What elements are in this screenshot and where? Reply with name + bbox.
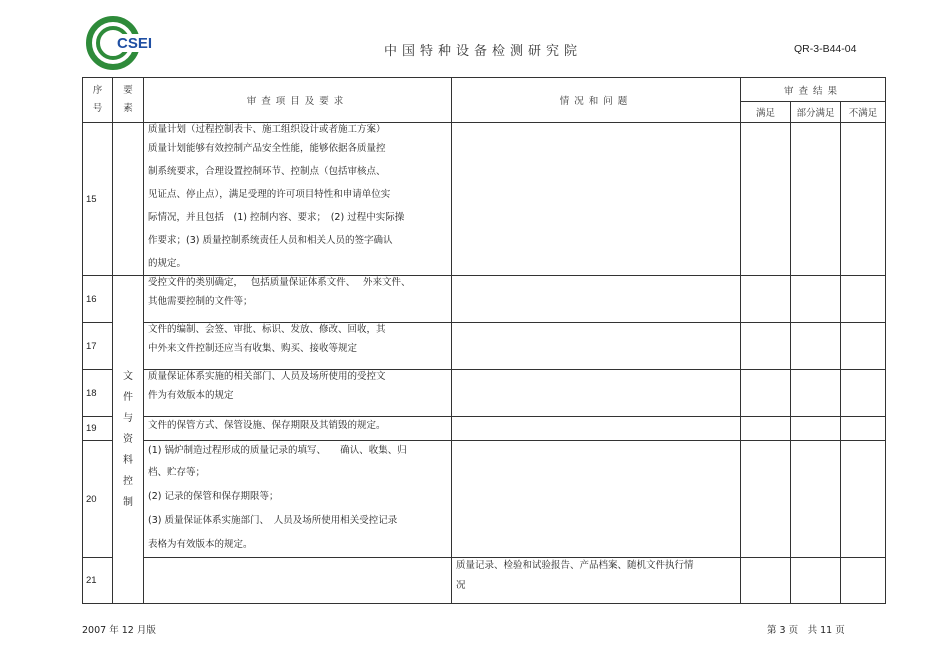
satisfied-cell[interactable] (741, 276, 791, 323)
header-unsatisfied: 不满足 (841, 102, 886, 123)
partial-cell[interactable] (791, 441, 841, 558)
row-number: 18 (83, 370, 113, 417)
satisfied-cell[interactable] (741, 441, 791, 558)
row-number: 21 (83, 558, 113, 604)
header-satisfied: 满足 (741, 102, 791, 123)
table-row (83, 276, 886, 323)
header-element: 要 素 (113, 78, 144, 123)
table-row (83, 323, 886, 370)
item-requirement: 文件的保管方式、保管设施、保存期限及其销毁的规定。 (144, 417, 452, 441)
situation-cell[interactable] (452, 417, 741, 441)
satisfied-cell[interactable] (741, 417, 791, 441)
header-result: 审查结果 (741, 78, 886, 102)
unsatisfied-cell[interactable] (841, 276, 886, 323)
unsatisfied-cell[interactable] (841, 323, 886, 370)
header-row-1 (83, 78, 886, 102)
item-requirement: (1) 锅炉制造过程形成的质量记录的填写、 确认、收集、归 档、贮存等； (2) 记录的保管和保存期限等； (3) 质量保证体系实施部门、 人员及场所使用相关受控记录 表格为有效版本的规定。 (144, 441, 452, 558)
item-requirement: 质量计划（过程控制表卡、施工组织设计或者施工方案） 质量计划能够有效控制产品安全性能，能够依据各质量控 制系统要求，合理设置控制环节、控制点（包括审核点、 见证点、停止点），满足受理的许可项目特性和申请单位实 际情况，并且包括 (1) 控制内容、要求； (2) 过程中实际操 作要求；(3) 质量控制系统责任人员和相关人员的签字确认 的规定。 (144, 123, 452, 276)
partial-cell[interactable] (841, 558, 886, 604)
item-requirement: 质量保证体系实施的相关部门、人员及场所使用的受控文 件为有效版本的规定 (144, 370, 452, 417)
situation-cell[interactable] (452, 123, 741, 276)
satisfied-cell[interactable] (741, 123, 791, 276)
unsatisfied-cell[interactable] (841, 417, 886, 441)
review-table (82, 77, 886, 604)
table-row (83, 123, 886, 276)
item-requirement: 质量记录、检验和试验报告、产品档案、随机文件执行情 况 (452, 558, 741, 604)
element-group-document-control: 文 件 与 资 料 控 制 (113, 276, 144, 604)
header-seq: 序 号 (83, 78, 113, 123)
table-row (83, 441, 886, 558)
edition-label: 2007 年 12 月版 (82, 625, 156, 636)
partial-cell[interactable] (791, 323, 841, 370)
table-row (83, 417, 886, 441)
situation-cell[interactable] (452, 276, 741, 323)
satisfied-cell[interactable] (791, 558, 841, 604)
element-cell (144, 558, 452, 604)
org-title: 中国特种设备检测研究院 (384, 44, 583, 59)
partial-cell[interactable] (791, 370, 841, 417)
table-row (83, 558, 886, 604)
header-partial: 部分满足 (791, 102, 841, 123)
situation-cell[interactable] (452, 323, 741, 370)
situation-cell[interactable] (452, 441, 741, 558)
row-number: 16 (83, 276, 113, 323)
form-code: QR-3-B44-04 (794, 43, 857, 55)
row-number: 20 (83, 441, 113, 558)
header-item: 审查项目及要求 (144, 78, 452, 123)
satisfied-cell[interactable] (741, 323, 791, 370)
csei-logo-icon (86, 14, 153, 72)
row-number: 19 (83, 417, 113, 441)
unsatisfied-cell[interactable] (841, 441, 886, 558)
element-cell (113, 123, 144, 276)
satisfied-cell[interactable] (741, 370, 791, 417)
row-number: 17 (83, 323, 113, 370)
csei-logo (86, 14, 153, 72)
partial-cell[interactable] (791, 276, 841, 323)
situation-cell[interactable] (452, 370, 741, 417)
header-situation: 情况和问题 (452, 78, 741, 123)
unsatisfied-cell[interactable] (841, 123, 886, 276)
table-row (83, 370, 886, 417)
item-requirement: 文件的编制、会签、审批、标识、发放、修改、回收，其 中外来文件控制还应当有收集、购买、接收等规定 (144, 323, 452, 370)
logo-text: CSEI (117, 35, 153, 52)
row-number: 15 (83, 123, 113, 276)
partial-cell[interactable] (791, 123, 841, 276)
page-number: 第 3 页 共 11 页 (767, 625, 845, 636)
item-requirement: 受控文件的类别确定， 包括质量保证体系文件、 外来文件、 其他需要控制的文件等； (144, 276, 452, 323)
situation-cell[interactable] (741, 558, 791, 604)
unsatisfied-cell[interactable] (841, 370, 886, 417)
partial-cell[interactable] (791, 417, 841, 441)
